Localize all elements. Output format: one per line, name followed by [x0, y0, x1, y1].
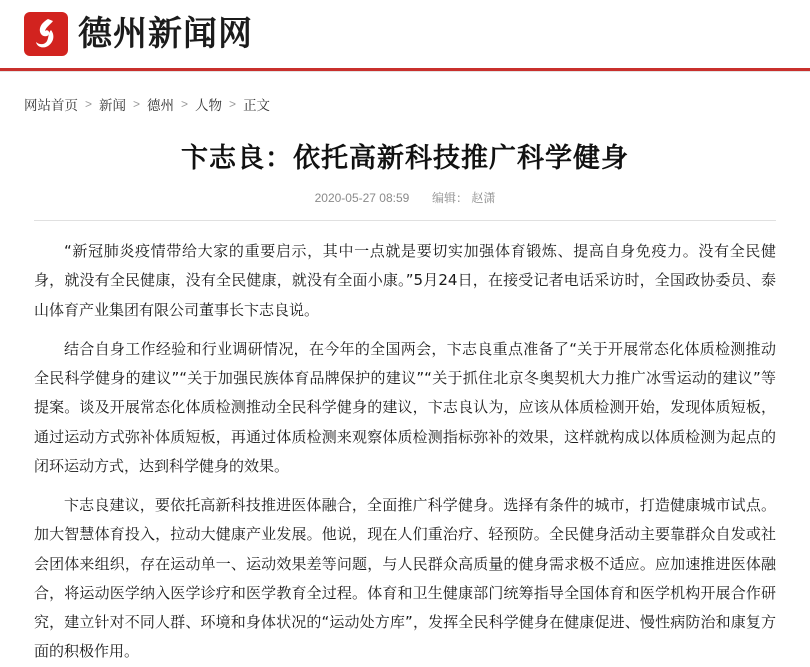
breadcrumb-item-news[interactable]: 新闻: [99, 98, 127, 113]
breadcrumb-item-home[interactable]: 网站首页: [24, 98, 78, 113]
article-meta: [34, 189, 776, 206]
article-title: 卞志良：依托高新科技推广科学健身: [181, 143, 629, 174]
breadcrumb-item-current: 正文: [243, 98, 271, 113]
article-divider: [34, 220, 776, 221]
article-editor-label: 编辑：: [432, 191, 469, 205]
article-editor-name: 赵潇: [471, 191, 496, 205]
flame-swirl-logo-icon: [33, 18, 59, 50]
article-date: 2020-05-27 08:59: [314, 191, 410, 205]
article-paragraph: “新冠肺炎疫情带给大家的重要启示，其中一点就是要切实加强体育锻炼、提高自身免疫力。没有全民健身，就没有全民健康，没有全民健康，就没有全面小康。”5月24日，在接受记者电话采访时，全国政协委员、泰山体育产业集团有限公司董事长卞志良说。: [34, 242, 776, 319]
breadcrumb: [0, 72, 810, 114]
breadcrumb-separator: >: [229, 97, 237, 111]
article: [0, 136, 810, 667]
breadcrumb-item-dezhou[interactable]: 德州: [147, 98, 175, 113]
breadcrumb-separator: >: [181, 97, 189, 111]
article-paragraph: 卞志良建议，要依托高新科技推进医体融合，全面推广科学健身。选择有条件的城市，打造健康城市试点。加大智慧体育投入，拉动大健康产业发展。他说，现在人们重治疗、轻预防。全民健身活动主要靠群众自发或社会团体来组织，存在运动单一、运动效果差等问题，与人民群众高质量的健身需求极不适应。应加速推进医体融合，将运动医学纳入医学诊疗和医学教育全过程。体育和卫生健康部门统筹指导全国体育和医学机构开展合作研究，建立针对不同人群、环境和身体状况的“运动处方库”，发挥全民科学健身在健康促进、慢性病防治和康复方面的积极作用。: [34, 496, 776, 661]
site-header: [0, 0, 810, 68]
breadcrumb-separator: >: [85, 97, 93, 111]
site-logo-icon[interactable]: [24, 12, 68, 56]
article-body: [34, 237, 776, 667]
article-paragraph: 结合自身工作经验和行业调研情况，在今年的全国两会，卞志良重点准备了“关于开展常态化体质检测推动全民科学健身的建议”“关于加强民族体育品牌保护的建议”“关于抓住北京冬奥契机大力推广冰雪运动的建议”等提案。谈及开展常态化体质检测推动全民科学健身的建议，卞志良认为，应该从体质检测开始，发现体质短板，通过运动方式弥补体质短板，再通过体质检测来观察体质检测指标弥补的效果，这样就构成以体质检测为起点的闭环运动方式，达到科学健身的效果。: [34, 339, 776, 475]
site-name[interactable]: 德州新闻网: [78, 14, 253, 54]
breadcrumb-separator: >: [133, 97, 141, 111]
breadcrumb-item-people[interactable]: 人物: [195, 98, 223, 113]
